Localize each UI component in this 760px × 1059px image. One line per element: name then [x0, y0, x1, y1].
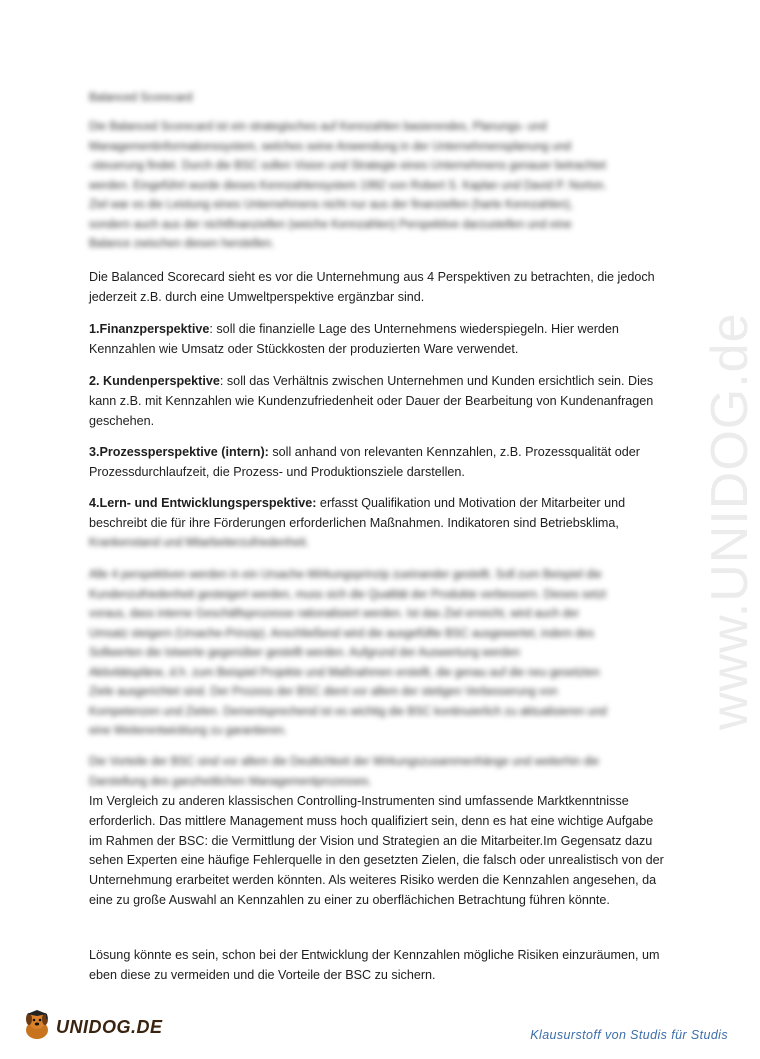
perspective-text: erfasst Qualifikation und Motivation der Mitarbeiter und beschreibt die für ihre Förderungen erforderlichen Maßnahmen. Indikatoren sind Betriebsklima,	[89, 496, 626, 530]
watermark-text: www.UNIDOG.de	[701, 312, 759, 730]
document-title: Balanced Scorecard	[89, 92, 193, 104]
intro-line: Ziel war es die Leistung eines Unternehmens nicht nur aus der finanziellen (harte Kennzahlen),	[89, 199, 573, 211]
perspective-label: 2. Kundenperspektive	[89, 374, 220, 388]
comparison-paragraph	[89, 792, 669, 911]
perspective-process	[89, 443, 669, 483]
causal-line: Alle 4 perspektiven werden in ein Ursache-Wirkungsprinzip zueinander gestellt. Soll zum Beispiel die	[89, 569, 602, 581]
perspective-learning	[89, 494, 669, 553]
causal-line: Aktivitätspläne, d.h. zum Beispiel Projekte und Maßnahmen erstellt, die genau auf die neu gesetzten	[89, 666, 600, 679]
brand-name: UNIDOG.DE	[56, 1017, 163, 1037]
footer-tagline: Klausurstoff von Studis für Studis	[530, 1028, 728, 1042]
perspective-text: : soll die finanzielle Lage des Unternehmens wiederspiegeln. Hier werden Kennzahlen wie Umsatz oder Stückkosten der produzierten Ware verwendet.	[89, 322, 619, 356]
perspective-label: 3.Prozessperspektive (intern):	[89, 445, 269, 459]
perspectives-intro-text: Die Balanced Scorecard sieht es vor die Unternehmung aus 4 Perspektiven zu betrachten, die jedoch jederzeit z.B. durch eine Umweltperspektive ergänzbar sind.	[89, 270, 655, 304]
intro-line: Balance zwischen diesen herstellen.	[89, 238, 275, 250]
perspective-label: 1.Finanzperspektive	[89, 322, 210, 336]
advantages-line: Die Vorteile der BSC sind vor allem die Deutlichkeit der Wirkungszusammenhänge und weiterhin die	[89, 756, 600, 768]
perspectives-intro	[89, 268, 669, 308]
causal-line: voraus, dass interne Geschäftsprozesse rationalisiert werden. Ist das Ziel erreicht, wird auch der	[89, 608, 580, 620]
perspective-text: soll anhand von relevanten Kennzahlen, z.B. Prozessqualität oder Prozessdurchlaufzeit, die Prozess- und Produktionsziele darstellen.	[89, 445, 640, 479]
solution-text: Lösung könnte es sein, schon bei der Entwicklung der Kennzahlen mögliche Risiken einzuräumen, um eben diese zu vermeiden und die Vorteile der BSC zu sichern.	[89, 948, 660, 982]
causal-line: eine Weiterentwicklung zu garantieren.	[89, 725, 287, 737]
intro-line: -steuerung findet. Durch die BSC sollen Vision und Strategie eines Unternehmens genauer betrachtet	[89, 160, 606, 172]
intro-line: Die Balanced Scorecard ist ein strategisches auf Kennzahlen basierendes, Planungs- und	[89, 121, 547, 133]
comparison-text: Im Vergleich zu anderen klassischen Controlling-Instrumenten sind umfassende Marktkenntnisse erforderlich. Das mittlere Management muss hoch qualifiziert sein, denn es hat eine wichtige Aufgabe im Rahmen der BSC: die Vermittlung der Vision und Strategien an die Mitarbeiter.Im Gegensatz dazu sehen Experten eine häufige Fehlerquelle in den gesetzten Zielen, die falsch oder unrealistisch von der Unternehmung erarbeitet werden könnten. Als weiteres Risiko werden die Kennzahlen angesehen, da eine zu große Auswahl an Kennzahlen zu einer zu oberflächichen Betrachtung führen könnte.	[89, 794, 664, 907]
dog-mascot-icon	[20, 1008, 54, 1047]
perspective-blurred-tail: Krankenstand und Mitarbeiterzufriedenheit.	[89, 536, 309, 549]
perspective-finance	[89, 320, 669, 360]
intro-paragraph	[89, 118, 607, 255]
causal-line: Kompetenzen und Zielen. Dementsprechend ist es wichtig die BSC kontinuierlich zu aktualisieren und	[89, 705, 607, 718]
perspective-label: 4.Lern- und Entwicklungsperspektive:	[89, 496, 317, 510]
solution-paragraph	[89, 946, 669, 986]
advantages-line: Darstellung des ganzheitlichen Managementprozesses.	[89, 775, 372, 788]
unidog-logo	[20, 1008, 163, 1047]
perspective-text: : soll das Verhältnis zwischen Unternehmen und Kunden ersichtlich sein. Dies kann z.B. mit Kennzahlen wie Kundenzufriedenheit oder Dauer der Bearbeitung von Kundenanfragen geschehen.	[89, 374, 654, 428]
intro-line: sondern auch aus der nichtfinanziellen (weiche Kennzahlen) Perspektive darzustellen und eine	[89, 218, 572, 231]
advantages-paragraph	[89, 753, 669, 792]
causal-line: Umsatz steigern (Ursache-Prinzip). Anschließend wird die ausgefüllte BSC ausgewertet, indem des	[89, 627, 594, 640]
causal-paragraph	[89, 566, 669, 742]
intro-line: werden. Eingeführt wurde dieses Kennzahlensystem 1992 von Robert S. Kaplan und David P. Norton.	[89, 179, 607, 192]
causal-line: Kundenzufriedenheit gesteigert werden, muss sich die Qualität der Produkte verbessern. Dieses setzt	[89, 588, 607, 601]
causal-line: Ziele ausgerichtet sind. Der Prozess der BSC dient vor allem der stetigen Verbesserung von	[89, 686, 558, 698]
perspective-customer	[89, 372, 669, 431]
causal-line: Sollwerten die Istwerte gegenüber gestellt werden. Aufgrund der Auswertung werden	[89, 647, 520, 659]
intro-line: Managementinformationssystem, welches seine Anwendung in der Unternehmensplanung und	[89, 140, 572, 153]
